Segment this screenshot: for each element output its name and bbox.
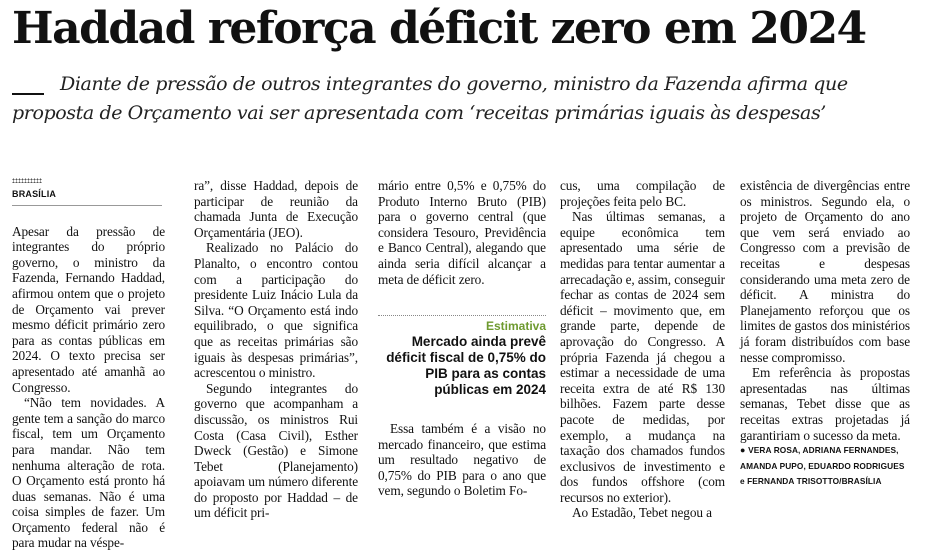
byline-text: VERA ROSA, ADRIANA FERNANDES, AMANDA PUPO, EDUARDO RODRIGUES e FERNANDA TRISOTTO/BRASÍLIA [740, 445, 905, 487]
box-kicker: Estimativa [485, 319, 546, 333]
box-title: Mercado ainda prevê déficit fiscal de 0,75% do PIB para as contas públicas em 2024 [386, 334, 546, 397]
paragraph: Em referência às propostas apresentadas nas últimas semanas, Tebet disse que as receitas extras projetadas já garantiriam o sucesso da meta. [740, 365, 910, 443]
deck: Diante de pressão de outros integrantes do governo, ministro da Fazenda afirma que proposta de Orçamento vai ser apresentada com ‘receitas primárias iguais às despesas’ [12, 73, 848, 124]
paragraph: Realizado no Palácio do Planalto, o encontro contou com a participação do presidente Luiz Inácio Lula da Silva. “O Orçamento está indo equilibrado, o que significa que as receitas primárias são iguais às despesas primárias”, acrescentou o ministro. [194, 240, 358, 381]
article-column-2 [194, 178, 358, 521]
article-column-1 [12, 178, 165, 551]
section-label: BRASÍLIA [12, 187, 162, 206]
bullet-icon: ● [740, 445, 749, 456]
article-column-5 [740, 178, 910, 490]
headline: Haddad reforça déficit zero em 2024 [12, 3, 866, 54]
article-column-3-bottom [378, 421, 546, 499]
highlight-box [378, 315, 546, 398]
paragraph: Apesar da pressão de integrantes do próprio governo, o ministro da Fazenda, Fernando Haddad, afirmou ontem que o projeto de Orçamento vai prever mesmo déficit primário zero para as contas públicas em 2024. O texto precisa ser apresentado até amanhã ao Congresso. [12, 223, 165, 395]
section-dots [12, 178, 42, 183]
paragraph: “Não tem novidades. A gente tem a sanção do marco fiscal, tem um Orçamento para mandar. Não tem nenhuma alteração de rota. O Orçamento está pronto há duas semanas. Não é uma coisa simples de fazer. Um Orçamento federal não é para mudar na véspe- [12, 395, 165, 551]
article-column-3 [378, 178, 546, 287]
paragraph: Ao Estadão, Tebet negou a [572, 505, 712, 521]
paragraph: existência de divergências entre os ministros. Segundo ela, o projeto de Orçamento do ano que vem será enviado ao Congresso com a previsão de receitas e despesas considerando uma meta zero de déficit. A ministra do Planejamento reforçou que os limites de gastos dos ministérios já foram distribuídos com base nesse compromisso. [740, 178, 910, 365]
article-column-4 [560, 178, 725, 521]
paragraph: cus, uma compilação de projeções feita pelo BC. [560, 178, 725, 209]
paragraph: mário entre 0,5% e 0,75% do Produto Interno Bruto (PIB) para o governo central (que considera Tesouro, Previdência e Banco Central), alegando que ainda seria difícil alcançar a meta de déficit zero. [378, 178, 546, 287]
paragraph: Nas últimas semanas, a equipe econômica tem apresentado uma série de medidas para tentar aumentar a arrecadação e, assim, conseguir fechar as contas de 2024 sem déficit – movimento que, em grande parte, depende de aprovação do Congresso. A própria Fazenda já chegou a estimar a necessidade de uma receita extra de até R$ 130 bilhões. Fazem parte desse pacote de medidas, por exemplo, a mudança na taxação dos chamados fundos exclusivos de investimento e dos fundos offshore (com recursos no exterior). [560, 209, 725, 505]
paragraph: Segundo integrantes do governo que acompanham a discussão, os ministros Rui Costa (Casa Civil), Esther Dweck (Gestão) e Simone Tebet (Planejamento) apoiavam um número diferente do proposto por Haddad – de um déficit pri- [194, 380, 358, 521]
byline [740, 443, 910, 490]
paragraph: Essa também é a visão no mercado financeiro, que estima um resultado negativo de 0,75% do PIB para o ano que vem, segundo o Boletim Fo- [378, 421, 546, 499]
paragraph: ra”, disse Haddad, depois de participar de reunião da chamada Junta de Execução Orçamentária (JEO). [194, 178, 358, 240]
